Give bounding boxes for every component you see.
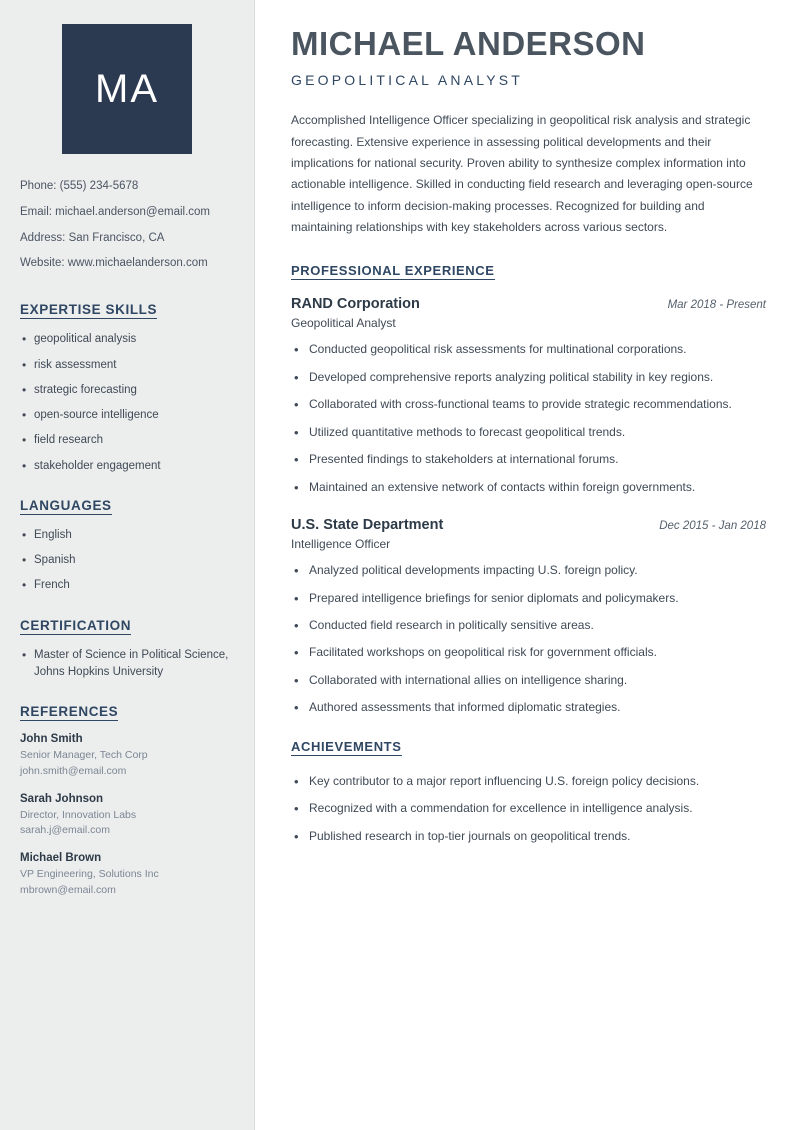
professional-experience-section [291,262,766,717]
experience-organization: RAND Corporation [291,296,420,313]
reference-item [20,733,234,780]
reference-email: sarah.j@email.com [20,824,111,837]
certification-heading: CERTIFICATION [20,617,132,633]
list-item: • English [20,527,234,544]
list-item: • Developed comprehensive reports analyzing political stability in key regions. [291,368,766,387]
languages-list [20,527,234,595]
main-content [255,0,800,1130]
experience-entry [291,517,766,718]
list-item: • Key contributor to a major report influencing U.S. foreign policy decisions. [291,772,766,791]
list-item: • strategic forecasting [20,382,234,399]
references-heading: REFERENCES [20,704,119,719]
experience-entry [291,296,766,497]
certification-list [20,647,234,682]
list-item: • Spanish [20,552,234,569]
achievements-section [291,738,766,846]
list-item: • open-source intelligence [20,407,234,424]
job-role-subtitle: GEOPOLITICAL ANALYST [291,72,524,89]
reference-item [20,793,234,840]
languages-section [20,497,234,595]
list-item: • Collaborated with cross-functional teams to provide strategic recommendations. [291,395,766,414]
list-item: • stakeholder engagement [20,458,234,475]
experience-title: Intelligence Officer [291,537,391,552]
expertise-skills-heading: EXPERTISE SKILLS [20,302,158,318]
list-item: • Conducted field research in politically sensitive areas. [291,616,766,635]
reference-name: Michael Brown [20,852,102,864]
contact-email: Email: michael.anderson@email.com [20,205,210,218]
list-item: • Facilitated workshops on geopolitical risk for government officials. [291,643,766,662]
achievements-list [291,772,766,846]
list-item: • risk assessment [20,357,234,374]
experience-dates: Mar 2018 - Present [667,299,766,312]
achievements-heading: ACHIEVEMENTS [291,738,402,754]
contact-address: Address: San Francisco, CA [20,231,165,244]
references-section [20,703,234,899]
list-item: • Presented findings to stakeholders at international forums. [291,450,766,469]
languages-heading: LANGUAGES [20,497,112,513]
page-title: MICHAEL ANDERSON [291,25,646,62]
list-item: • Collaborated with international allies on intelligence sharing. [291,671,766,690]
avatar-container [20,24,234,154]
list-item: • geopolitical analysis [20,331,234,348]
reference-name: Sarah Johnson [20,792,104,805]
list-item: • Analyzed political developments impacting U.S. foreign policy. [291,561,766,580]
list-item: • Published research in top-tier journals on geopolitical trends. [291,827,766,846]
contact-phone: Phone: (555) 234-5678 [20,180,139,192]
expertise-skills-list [20,331,234,475]
list-item: • field research [20,432,234,449]
expertise-skills-section [20,301,234,475]
reference-title: Director, Innovation Labs [20,808,137,821]
experience-header [291,517,766,533]
list-item: • French [20,577,234,594]
avatar: MA [62,24,192,154]
reference-item [20,852,234,899]
list-item: • Master of Science in Political Science, Johns Hopkins University [20,647,234,682]
list-item: • Utilized quantitative methods to forecast geopolitical trends. [291,423,766,442]
list-item: • Maintained an extensive network of contacts within foreign governments. [291,478,766,497]
list-item: • Authored assessments that informed diplomatic strategies. [291,698,766,717]
list-item: • Recognized with a commendation for excellence in intelligence analysis. [291,799,766,818]
professional-experience-heading: PROFESSIONAL EXPERIENCE [291,263,495,279]
contact-info-list [20,178,234,273]
reference-title: Senior Manager, Tech Corp [20,749,148,761]
sidebar [0,0,255,1130]
reference-email: john.smith@email.com [20,764,127,777]
professional-summary: Accomplished Intelligence Officer specializing in geopolitical risk analysis and strategic forecasting. Extensive experience in assessing political developments and their implications for national security. Proven ability to synthesize complex information into actionable intelligence. Skilled in conducting field research and leveraging open-source intelligence to inform decision-making processes. Recognized for building and maintaining relationships with key stakeholders across various sectors. [291,113,753,235]
experience-header [291,296,766,312]
certification-section [20,617,234,682]
reference-title: VP Engineering, Solutions Inc [20,868,159,880]
experience-organization: U.S. State Department [291,517,444,534]
reference-email: mbrown@email.com [20,883,116,896]
contact-website: Website: www.michaelanderson.com [20,257,208,270]
list-item: • Conducted geopolitical risk assessments for multinational corporations. [291,340,766,359]
experience-title: Geopolitical Analyst [291,316,396,331]
experience-bullet-list [291,561,766,718]
experience-dates: Dec 2015 - Jan 2018 [659,520,766,533]
experience-bullet-list [291,340,766,497]
reference-name: John Smith [20,733,83,745]
list-item: • Prepared intelligence briefings for senior diplomats and policymakers. [291,589,766,608]
